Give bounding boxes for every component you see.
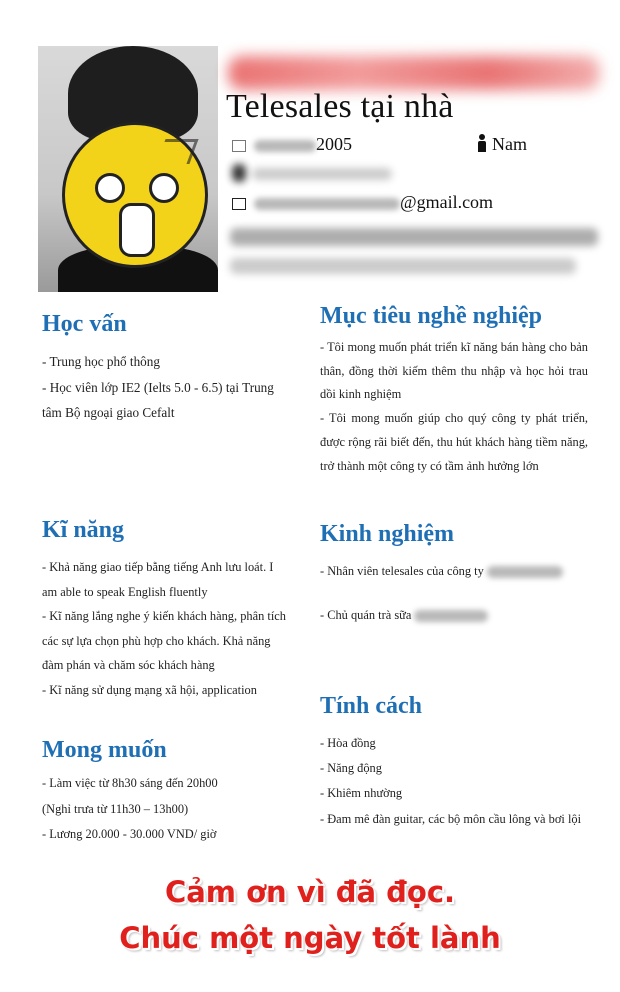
wish-line: Chúc một ngày tốt lành: [119, 921, 501, 955]
gender-row: [478, 134, 527, 155]
profile-photo: [38, 46, 218, 292]
career-goal-body: [320, 336, 588, 478]
emoji-mouth: [119, 203, 155, 257]
career-goal-line: - Tôi mong muốn phát triển kĩ năng bán hàng cho bản thân, đồng thời kiếm thêm thu nhập và học hỏi trau dồi kinh nghiệm: [320, 340, 588, 402]
gender-value: Nam: [492, 134, 527, 154]
wishes-body: [42, 771, 288, 848]
wishes-line: - Làm việc từ 8h30 sáng đến 20h00: [42, 776, 218, 790]
experience-heading: Kinh nghiệm: [320, 521, 455, 547]
personality-line: - Đam mê đàn guitar, các bộ môn cầu lông và bơi lội: [320, 811, 582, 826]
personality-line: - Khiêm nhường: [320, 786, 403, 801]
wishes-heading: Mong muốn: [42, 737, 167, 763]
email-icon: [232, 198, 246, 210]
redacted-shop: [414, 610, 488, 622]
skills-line: - Khả năng giao tiếp bằng tiếng Anh lưu loát. I am able to speak English fluently: [42, 560, 274, 599]
redacted-birth: [254, 140, 316, 152]
skills-body: [42, 555, 288, 702]
personality-line: - Hòa đồng: [320, 736, 376, 750]
redacted-email: [254, 198, 400, 210]
education-line: - Học viên lớp IE2 (Ielts 5.0 - 6.5) tại Trung tâm Bộ ngoại giao Cefalt: [42, 379, 274, 420]
emoji-eye-right: [149, 173, 179, 203]
career-goal-heading: Mục tiêu nghề nghiệp: [320, 303, 543, 329]
personality-line: - Năng động: [320, 761, 382, 776]
person-icon: [478, 134, 486, 152]
wishes-line: - Lương 20.000 - 30.000 VND/ giờ: [42, 827, 217, 841]
education-line: - Trung học phổ thông: [42, 354, 160, 369]
phone-icon: [232, 164, 246, 182]
calendar-icon: [232, 140, 246, 152]
personality-body: [320, 731, 588, 832]
emoji-face-icon: [62, 122, 208, 268]
skills-heading: Kĩ năng: [42, 517, 125, 543]
email-domain: @gmail.com: [400, 192, 494, 212]
experience-body: [320, 558, 588, 628]
job-title: Telesales tại nhà: [226, 88, 454, 125]
skills-line: - Kĩ năng lắng nghe ý kiến khách hàng, phân tích các sự lựa chọn phù hợp cho khách. Khả năng đàm phán và chăm sóc khách hàng: [42, 609, 286, 672]
birth-year: 2005: [316, 134, 352, 154]
personality-heading: Tính cách: [320, 693, 423, 719]
skills-line: - Kĩ năng sử dụng mạng xã hội, application: [42, 682, 257, 697]
emoji-eye-left: [95, 173, 125, 203]
redacted-phone: [252, 168, 392, 180]
email-row: [232, 192, 493, 213]
experience-line: - Chủ quán trà sữa: [320, 602, 588, 628]
career-goal-line: - Tôi mong muốn giúp cho quý công ty phát triển, được rộng rãi biết đến, thu hút khách hàng tiềm năng, trở thành một công ty có tầm ảnh hưởng lớn: [320, 411, 588, 473]
wishes-line: (Nghỉ trưa từ 11h30 – 13h00): [42, 801, 189, 816]
experience-line: - Nhân viên telesales của công ty: [320, 558, 588, 584]
birth-row: [232, 134, 352, 155]
emoji-sweat-mark: [156, 139, 198, 164]
thanks-line: Cảm ơn vì đã đọc.: [164, 875, 456, 909]
redacted-address-2: [230, 258, 576, 274]
redacted-name: [228, 56, 600, 90]
redacted-address-1: [230, 228, 598, 246]
education-heading: Học vấn: [42, 311, 127, 337]
redacted-company: [487, 566, 563, 578]
education-body: [42, 349, 288, 426]
